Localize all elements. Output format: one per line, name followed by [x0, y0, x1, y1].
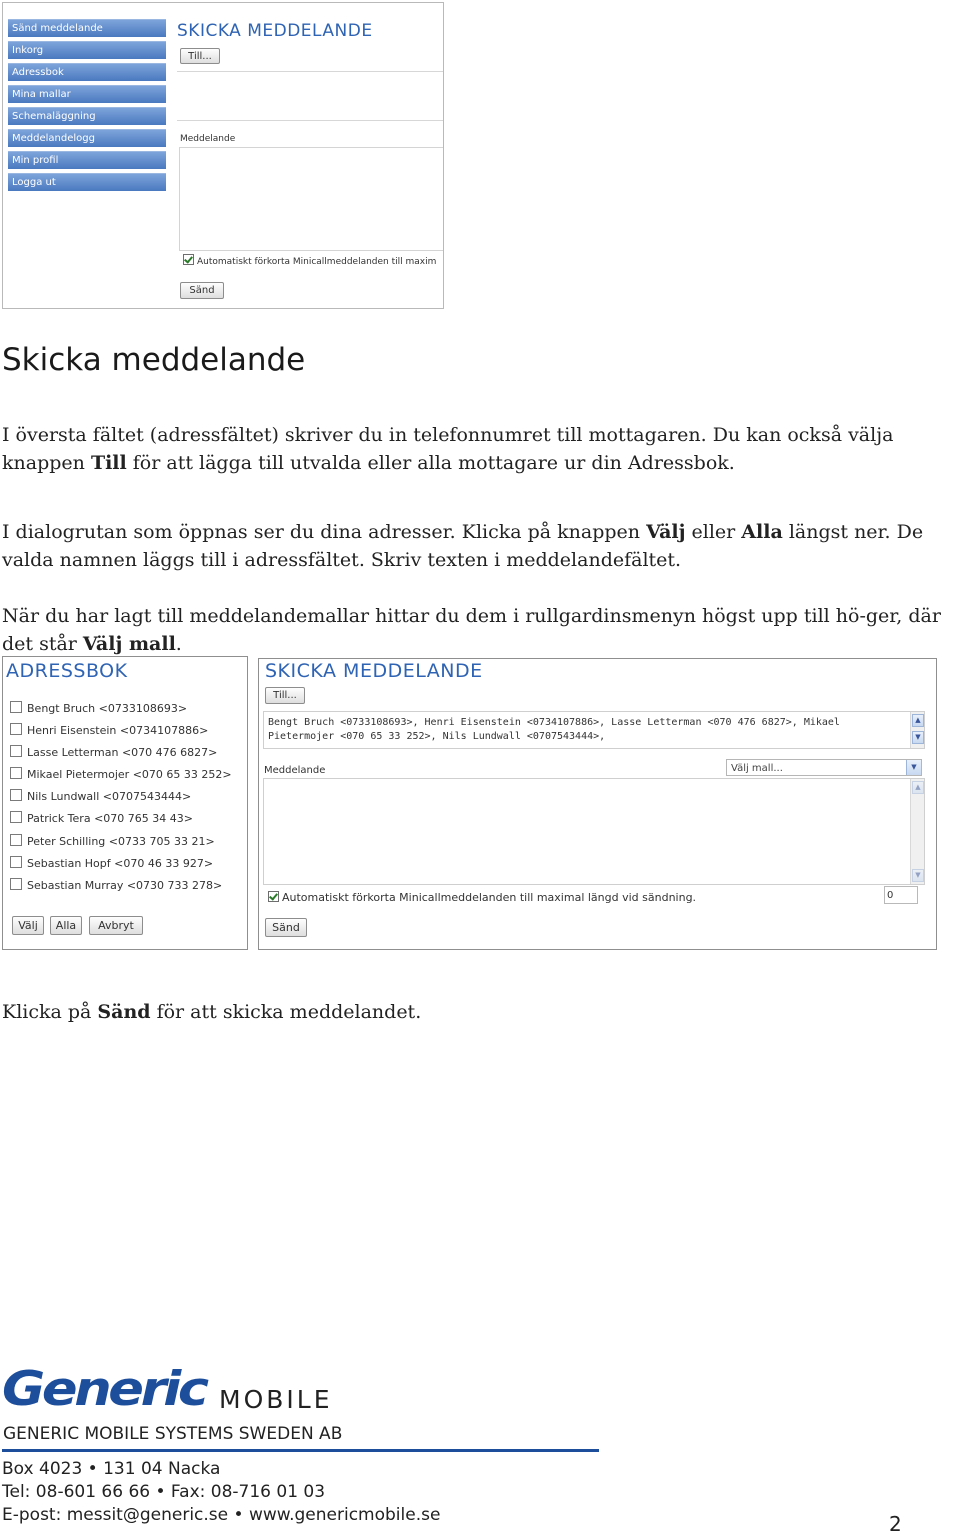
auto-shorten-checkbox[interactable]: [183, 254, 194, 265]
nav-item-logout[interactable]: Logga ut: [8, 173, 166, 191]
contact-checkbox[interactable]: [10, 834, 22, 846]
contact-item[interactable]: Sebastian Murray <0730 733 278>: [10, 878, 222, 892]
auto-shorten-label: Automatiskt förkorta Minicallmeddelanden till maximal längd vid sändning.: [282, 891, 697, 904]
address-value: Bengt Bruch <0733108693>, Henri Eisenstein <0734107886>, Lasse Letterman <070 476 6827>, Mikael Pietermojer <070 65 33 252>, Nils Lundwall <0707543444>,: [268, 717, 840, 742]
scroll-up-icon[interactable]: ▲: [912, 714, 924, 727]
contact-item[interactable]: Peter Schilling <0733 705 33 21>: [10, 834, 215, 848]
scroll-down-icon[interactable]: ▼: [912, 731, 924, 744]
addressbook-title: ADRESSBOK: [6, 660, 128, 682]
till-button[interactable]: Till...: [265, 687, 305, 704]
contact-checkbox[interactable]: [10, 878, 22, 890]
auto-shorten-label: Automatiskt förkorta Minicallmeddelanden till maxim: [197, 257, 437, 267]
scroll-up-icon[interactable]: ▲: [912, 781, 924, 794]
message-label: Meddelande: [264, 765, 326, 776]
contact-item[interactable]: Henri Eisenstein <0734107886>: [10, 723, 208, 737]
paragraph-3: När du har lagt till meddelandemallar hittar du dem i rullgardinsmenyn högst upp till hö-ger, där det står Välj mall.: [2, 605, 941, 655]
nav-item-message-log[interactable]: Meddelandelogg: [8, 129, 166, 147]
paragraph-1: I översta fältet (adressfältet) skriver du in telefonnumret till mottagaren. Du kan också välja knappen Till för att lägga till utvalda eller alla mottagare ur din Adressbok.: [2, 424, 894, 474]
scroll-down-icon[interactable]: ▼: [912, 869, 924, 882]
send-button[interactable]: Sänd: [180, 282, 224, 299]
address-field[interactable]: [177, 71, 443, 121]
contact-item[interactable]: Bengt Bruch <0733108693>: [10, 701, 187, 715]
compose-title: SKICKA MEDDELANDE: [177, 21, 373, 41]
cancel-button[interactable]: Avbryt: [89, 916, 143, 935]
contact-checkbox[interactable]: [10, 856, 22, 868]
email-web: E-post: messit@generic.se • www.genericmobile.se: [2, 1505, 441, 1525]
section-heading: Skicka meddelande: [2, 342, 306, 378]
char-counter: 0: [884, 886, 918, 904]
contact-checkbox[interactable]: [10, 745, 22, 757]
all-button[interactable]: Alla: [50, 916, 82, 935]
sidebar-nav: [8, 19, 166, 195]
contact-checkbox[interactable]: [10, 701, 22, 713]
footer-divider: [2, 1449, 599, 1452]
send-button[interactable]: Sänd: [265, 918, 307, 937]
compose-title: SKICKA MEDDELANDE: [265, 660, 483, 682]
screenshot-compose: [258, 658, 937, 950]
postal-address: Box 4023 • 131 04 Nacka: [2, 1459, 221, 1479]
message-label: Meddelande: [180, 134, 236, 144]
message-field[interactable]: [179, 147, 444, 251]
address-field[interactable]: [263, 711, 925, 749]
chevron-down-icon[interactable]: ▼: [906, 760, 921, 775]
contact-item[interactable]: Nils Lundwall <0707543444>: [10, 789, 191, 803]
contact-item[interactable]: Sebastian Hopf <070 46 33 927>: [10, 856, 213, 870]
screenshot-addressbook: [2, 656, 248, 950]
contact-checkbox[interactable]: [10, 767, 22, 779]
generic-logo: Generic: [2, 1362, 206, 1417]
message-scrollbar[interactable]: [910, 779, 924, 884]
logo-mobile-text: MOBILE: [219, 1385, 333, 1414]
contact-item[interactable]: Patrick Tera <070 765 34 43>: [10, 811, 193, 825]
paragraph-4: Klicka på Sänd för att skicka meddelandet.: [2, 1001, 422, 1023]
nav-item-send-message[interactable]: Sänd meddelande: [8, 19, 166, 37]
nav-item-scheduling[interactable]: Schemaläggning: [8, 107, 166, 125]
auto-shorten-option[interactable]: [268, 891, 696, 904]
page-number: 2: [889, 1512, 902, 1536]
till-button[interactable]: Till...: [180, 48, 220, 64]
paragraph-2: I dialogrutan som öppnas ser du dina adresser. Klicka på knappen Välj eller Alla längst ner. De valda namnen läggs till i adressfältet. Skriv texten i meddelandefältet.: [2, 521, 924, 571]
contact-checkbox[interactable]: [10, 789, 22, 801]
screenshot-send-message-simple: [2, 2, 444, 309]
template-select[interactable]: Välj mall... ▼: [726, 759, 922, 776]
auto-shorten-option[interactable]: [183, 254, 436, 267]
nav-item-profile[interactable]: Min profil: [8, 151, 166, 169]
auto-shorten-checkbox[interactable]: [268, 891, 279, 902]
nav-item-addressbook[interactable]: Adressbok: [8, 63, 166, 81]
contact-item[interactable]: Mikael Pietermojer <070 65 33 252>: [10, 767, 232, 781]
nav-item-templates[interactable]: Mina mallar: [8, 85, 166, 103]
phone-fax: Tel: 08-601 66 66 • Fax: 08-716 01 03: [2, 1482, 326, 1502]
select-button[interactable]: Välj: [12, 916, 44, 935]
nav-item-inbox[interactable]: Inkorg: [8, 41, 166, 59]
company-name: GENERIC MOBILE SYSTEMS SWEDEN AB: [3, 1424, 343, 1444]
contact-item[interactable]: Lasse Letterman <070 476 6827>: [10, 745, 217, 759]
contact-checkbox[interactable]: [10, 811, 22, 823]
contact-checkbox[interactable]: [10, 723, 22, 735]
message-field[interactable]: [263, 778, 925, 885]
address-scrollbar[interactable]: [910, 712, 924, 748]
